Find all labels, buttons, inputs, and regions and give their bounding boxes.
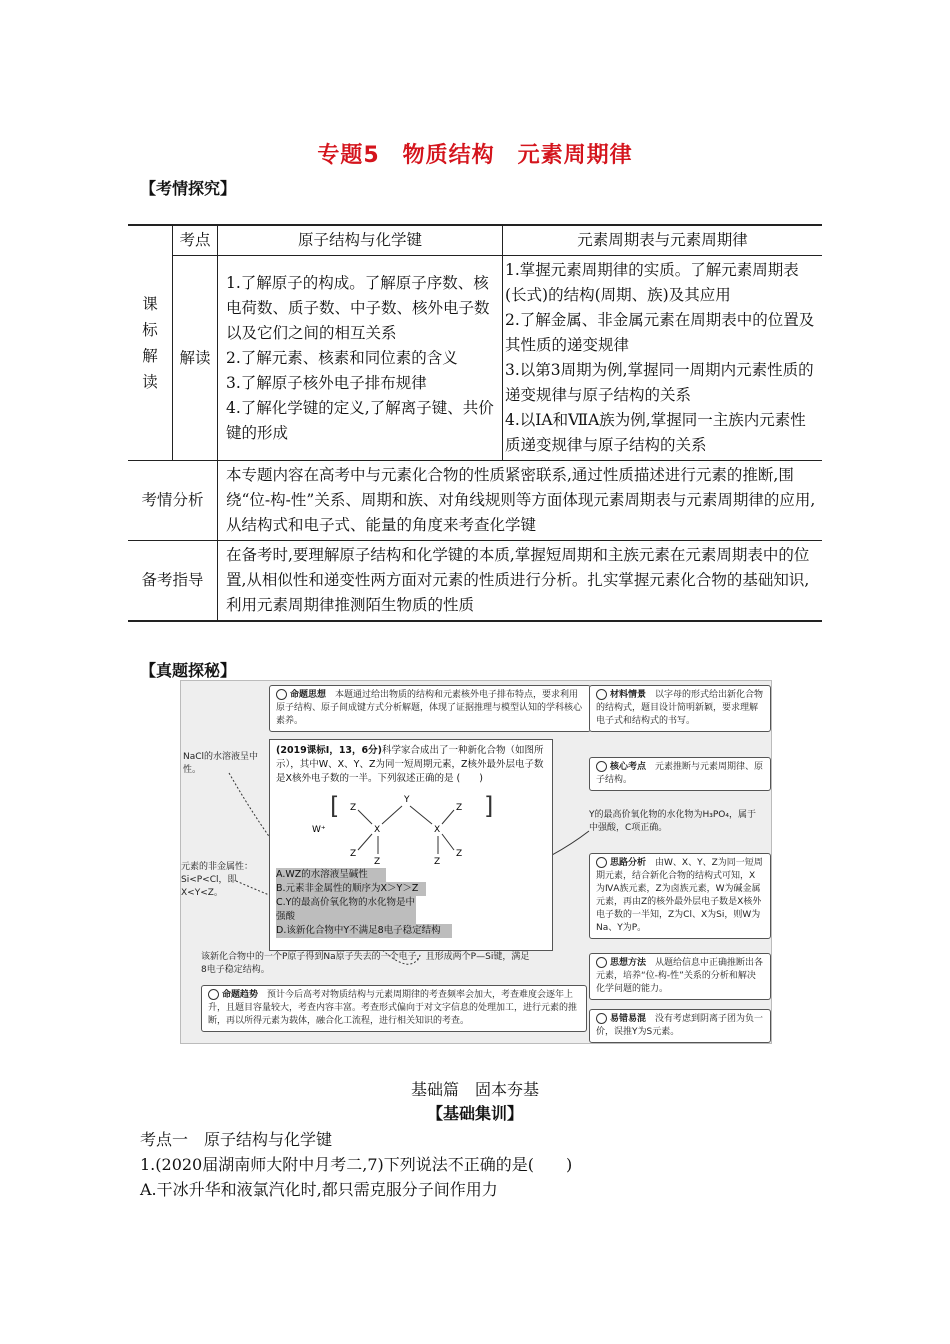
bulb-icon [596, 761, 607, 772]
question-1-option-a: A.干冰升华和液氯汽化时,都只需克服分子间作用力 [140, 1180, 498, 1199]
struct-x-right: X [434, 825, 441, 835]
section-heading-kaoqing: 【考情探究】 [140, 179, 237, 198]
handnote-p-atom: 该新化合物中的一个P原子得到Na原子失去的一个电子，且形成两个P—Si键，满足8电子稳定结构。 [201, 952, 530, 975]
option-c: C.Y的最高价氧化物的水化物是中强酸 [276, 897, 415, 922]
col1-content [218, 256, 503, 461]
question-source: (2019课标Ⅰ，13，6分) [276, 745, 382, 756]
col2-item: 2.了解金属、非金属元素在周期表中的位置及其性质的递变规律 [505, 311, 815, 354]
basic-title: 基础篇 固本夯基 [410, 1080, 539, 1099]
struct-z: Z [456, 849, 463, 859]
curriculum-table [128, 224, 822, 622]
note-design: 命题思想 本题通过给出物质的结构和元素核外电子排布特点，要求利用原子结构、原子间成键方式分析解题，体现了证据推理与模型认知的学科核心素养。 [269, 685, 591, 732]
bracket-left: [ [330, 792, 340, 820]
guide-text: 在备考时,要理解原子结构和化学键的本质,掌握短周期和主族元素在元素周期表中的位置,从相似性和递变性两方面对元素的性质进行分析。扎实掌握元素化合物的基础知识,利用元素周期律推测陌生物质的性质 [218, 541, 823, 622]
handnote-nacl: NaCl的水溶液呈中性。 [183, 752, 259, 775]
question-paren: ( ) [456, 773, 483, 784]
col2-item: 4.以ⅠA和ⅦA族为例,掌握同一主族内元素性质递变规律与原子结构的关系 [505, 411, 806, 454]
option-d: D.该新化合物中Y不满足8电子稳定结构 [276, 924, 452, 938]
bulb-icon [596, 957, 607, 968]
note-analysis: 思路分析 由W、X、Y、Z为同一短周期元素，结合新化合物的结构式可知，X为ⅣA族元素，Z为卤族元素，W为碱金属元素，再由Z的核外最外层电子数是X核外电子数的一半知，Z为Cl、X为Si，则W为Na、Y为P。 [589, 853, 771, 939]
struct-z: Z [374, 857, 381, 866]
note-material: 材料情景 以字母的形式给出新化合物的结构式，题目设计简明新颖，要求理解电子式和结构式的书写。 [589, 685, 771, 732]
col1-item: 1.了解原子的构成。了解原子序数、核电荷数、质子数、中子数、核外电子数以及它们之间的相互关系 [226, 273, 490, 342]
header-kaodian: 考点 [173, 225, 218, 256]
bulb-icon [596, 689, 607, 700]
bulb-icon [596, 1013, 607, 1024]
question-text: 科学家合成出了一种新化合物（如图所示），其中W、X、Y、Z为同一短周期元素，Z核外最外层电子数是X核外电子数的一半。下列叙述正确的是 [276, 745, 544, 784]
header-col1: 原子结构与化学键 [218, 225, 503, 256]
label-kebiao [128, 225, 173, 461]
struct-x-left: X [374, 825, 381, 835]
handnote-nonmetal: 元素的非金属性：Si<P<Cl，即X<Y<Z。 [181, 862, 254, 898]
bulb-icon [276, 689, 287, 700]
analysis-text: 本专题内容在高考中与元素化合物的性质紧密联系,通过性质描述进行元素的推断,围绕“位-构-性”关系、周期和族、对角线规则等方面体现元素周期表与元素周期律的应用,从结构式和电子式、能量的角度来考查化学键 [218, 461, 823, 541]
struct-y: Y [404, 795, 410, 805]
question-box [269, 739, 553, 951]
topic-heading: 考点一 原子结构与化学键 [140, 1130, 333, 1149]
note-trend: 命题趋势 预计今后高考对物质结构与元素周期律的考查频率会加大，考查难度会逐年上升，且题目容量较大，考查内容丰富。考查形式偏向于对文字信息的处理加工，进行元素的推断，再以所得元素为载体，融合化工流程，进行相关知识的考查。 [201, 985, 587, 1032]
struct-w: W⁺ [312, 825, 326, 835]
exam-analysis-figure [180, 680, 772, 1044]
question-1: 1.(2020届湖南师大附中月考二,7)下列说法不正确的是( ) [140, 1155, 573, 1174]
page-title: 专题5 物质结构 元素周期律 [317, 143, 633, 168]
col2-item: 3.以第3周期为例,掌握同一周期内元素性质的递变规律与原子结构的关系 [505, 361, 814, 404]
col1-item: 2.了解元素、核素和同位素的含义 [226, 348, 458, 367]
handnote-y-acid: Y的最高价氧化物的水化物为H₃PO₄，属于中强酸，C项正确。 [589, 810, 756, 833]
note-core: 核心考点 元素推断与元素周期律、原子结构。 [589, 757, 771, 791]
struct-z: Z [350, 803, 357, 813]
bracket-right: ] [484, 792, 494, 820]
col2-item: 1.掌握元素周期律的实质。了解元素周期表(长式)的结构(周期、族)及其应用 [505, 261, 799, 304]
label-guide: 备考指导 [128, 541, 218, 622]
header-col2: 元素周期表与元素周期律 [503, 225, 823, 256]
bulb-icon [596, 857, 607, 868]
structure-diagram [306, 788, 506, 866]
label-analysis: 考情分析 [128, 461, 218, 541]
basic-section: 【基础集训】 [426, 1104, 523, 1123]
label-kebiao-text: 课标解读 [142, 295, 158, 391]
col1-item: 4.了解化学键的定义,了解离子键、共价键的形成 [226, 398, 494, 442]
col1-item: 3.了解原子核外电子排布规律 [226, 373, 427, 392]
note-method: 思想方法 从题给信息中正确推断出各元素，培养“位-构-性”关系的分析和解决化学问题的能力。 [589, 953, 771, 1000]
note-mistake: 易错易混 没有考虑到阴离子团为负一价，误推Y为S元素。 [589, 1009, 771, 1043]
option-b: B.元素非金属性的顺序为X＞Y＞Z [276, 882, 426, 896]
struct-z: Z [456, 803, 463, 813]
label-jiedu: 解读 [173, 256, 218, 461]
col2-content [503, 256, 823, 461]
section-heading-zhenti: 【真题探秘】 [140, 661, 237, 680]
struct-z: Z [350, 849, 357, 859]
option-a: A.WZ的水溶液呈碱性 [276, 868, 386, 882]
struct-z: Z [434, 857, 441, 866]
bulb-icon [208, 989, 219, 1000]
